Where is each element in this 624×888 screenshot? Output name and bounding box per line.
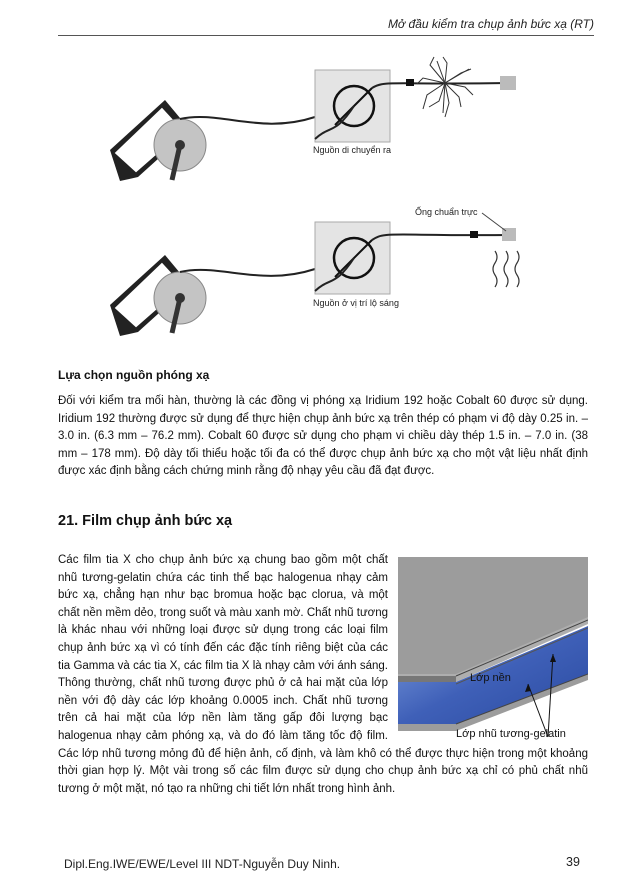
gamma-camera-figure (110, 55, 530, 345)
film-cross-section-figure (398, 554, 588, 739)
footer-author: Dipl.Eng.IWE/EWE/Level III NDT-Nguyễn Duy Ninh. (64, 857, 341, 871)
label-base-layer: Lớp nền (470, 672, 511, 684)
source-selection-paragraph: Đối với kiểm tra mối hàn, thường là các đồng vị phóng xạ Iridium 192 hoặc Cobalt 60 được sử dụng. Iridium 192 thường được sử dụng để thực hiện chụp ảnh bức xạ trên thép có phạm vi độ dày 0.25 in. – 3.0 in. (6.3 mm – 76.2 mm). Cobalt 60 được sử dụng cho phạm vi chiều dày thép 1.5 in. – 7.0 in. (38 mm – 178 mm). Độ dày tối thiểu hoặc tối đa có thể được chụp ảnh bức xạ cho một vật liệu nhất định được xác định bằng cách chứng minh rằng độ nhạy yêu cầu đã đạt được. (58, 395, 588, 478)
radiation-burst-icon (417, 57, 473, 117)
chapter-heading: 21. Film chụp ảnh bức xạ (58, 513, 233, 529)
collimator-rays-icon (493, 251, 519, 287)
label-collimator: Ống chuẩn trực (415, 207, 478, 217)
crank-assembly-bottom (110, 255, 315, 336)
header-divider (58, 35, 594, 36)
crank-assembly-top (110, 100, 315, 181)
page-number: 39 (566, 855, 580, 869)
section-heading: Lựa chọn nguồn phóng xạ (58, 368, 210, 382)
film-paragraph-block (58, 552, 588, 798)
label-emulsion-layer: Lớp nhũ tương-gelatin (456, 728, 566, 740)
page-header-title: Mở đầu kiểm tra chụp ảnh bức xạ (RT) (387, 17, 594, 31)
film-paragraph: Các film tia X cho chụp ảnh bức xạ chung bao gồm một chất nhũ tương-gelatin chứa các tinh thể bạc halogenua nhạy cảm bức xạ, chẳng hạn như bạc bromua hoặc bạc clorua, và một chất nền mềm dẻo, trong suốt và màu xanh mờ. Chất nhũ tương là khác nhau với những loại được sử dụng trong các loại film chụp ảnh bức xạ vì có tính đến các đặc tính riêng biệt của các tia Gamma và các tia X, các film tia X là nhạy cảm với ánh sáng. Thông thường, chất nhũ tương được phủ ở cả hai mặt của lớp nền với độ dày các lớp khoảng 0.0005 inch. Chất nhũ tương trên cả hai mặt của lớp nền làm tăng gấp đôi lượng bạc halogenua nhạy cảm phóng xạ, và do đó làm tăng tốc độ film. Các lớp nhũ tương mỏng đủ để hiện ảnh, cố định, và làm khô có thể được thực hiện trong một khoảng thời gian hợp lý. Một vài trong số các film được sử dụng cho chụp ảnh bức xạ chỉ có phủ chất nhũ tương ở một mặt, nó tạo ra những chi tiết lớn nhất trong hình ảnh. (58, 554, 588, 795)
label-source-at-exposure: Nguồn ở vị trí lộ sáng (313, 298, 399, 308)
projector-box-bottom (315, 222, 516, 294)
projector-box-top (315, 70, 516, 142)
label-moving-source: Nguồn di chuyển ra (313, 145, 392, 155)
